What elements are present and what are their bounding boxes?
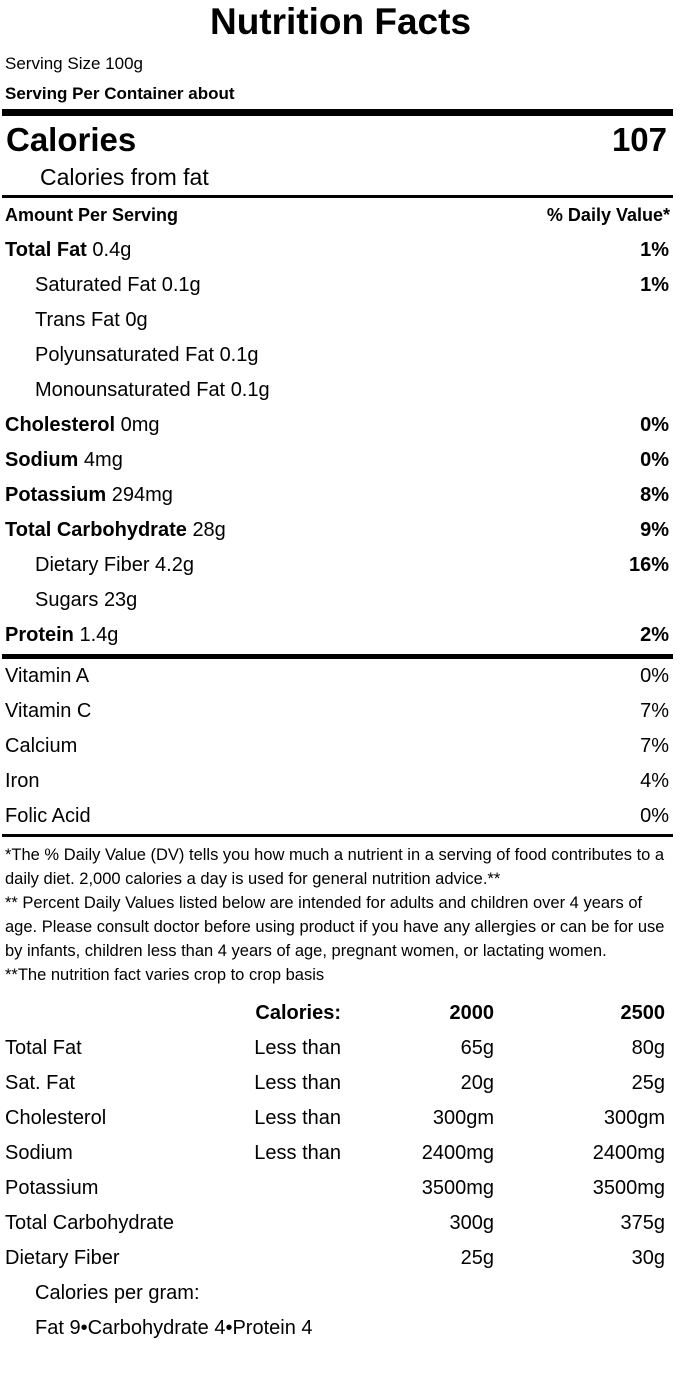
nutrient-name: Saturated Fat xyxy=(35,274,157,296)
nutrient-row xyxy=(0,303,681,338)
nutrient-row xyxy=(0,478,681,513)
vitamin-name: Iron xyxy=(5,770,40,792)
table-cell: 2400mg xyxy=(592,1142,665,1164)
nutrient-label xyxy=(35,589,137,612)
calories-per-gram-label: Calories per gram: xyxy=(35,1282,200,1304)
nutrient-amount: 23g xyxy=(103,589,138,611)
table-cell: 80g xyxy=(631,1037,665,1059)
nutrient-name: Protein xyxy=(5,624,74,646)
servings-per-container: Serving Per Container about xyxy=(5,84,235,103)
vitamin-row xyxy=(0,694,681,729)
daily-value-table xyxy=(0,996,676,1276)
table-header-cell xyxy=(0,996,237,1031)
nutrient-row xyxy=(0,513,681,548)
calories-label: Calories xyxy=(6,121,137,158)
footnote: ** Percent Daily Values listed below are intended for adults and children over 4 years of age. Please consult doctor before using product if you have any allergies or can be for use by infants, children less than 4 years of age, pregnant women, or lactating women. xyxy=(5,894,665,960)
vitamin-name: Vitamin A xyxy=(5,665,90,687)
table-header-row xyxy=(0,996,676,1031)
serving-size: Serving Size 100g xyxy=(5,54,143,73)
footnote: **The nutrition fact varies crop to crop basis xyxy=(5,966,325,984)
nutrient-label xyxy=(35,309,148,332)
table-cell: 300g xyxy=(449,1212,494,1234)
vitamin-row xyxy=(0,764,681,799)
table-row xyxy=(0,1101,676,1136)
nutrient-label xyxy=(5,239,131,262)
nutrient-amount: 0.1g xyxy=(161,274,201,296)
vitamin-row xyxy=(0,729,681,764)
vitamin-daily-value: 0% xyxy=(640,805,669,827)
nutrient-label xyxy=(35,554,194,577)
table-cell: 25g xyxy=(631,1072,665,1094)
nutrient-amount: 0.4g xyxy=(92,239,132,261)
nutrient-label xyxy=(5,484,173,507)
table-cell: 300gm xyxy=(432,1107,494,1129)
nutrient-name: Potassium xyxy=(5,484,107,506)
table-cell: Total Carbohydrate xyxy=(5,1212,174,1234)
vitamin-name: Vitamin C xyxy=(5,700,92,722)
table-cell: 65g xyxy=(460,1037,494,1059)
nutrient-row xyxy=(0,443,681,478)
label-title: Nutrition Facts xyxy=(209,1,472,42)
daily-value-header: % Daily Value* xyxy=(546,205,670,225)
nutrient-amount: 0.1g xyxy=(230,379,270,401)
table-cell: Less than xyxy=(254,1107,341,1129)
nutrient-row xyxy=(0,548,681,583)
table-cell: 30g xyxy=(631,1247,665,1269)
table-row xyxy=(0,1136,676,1171)
calories-row xyxy=(0,116,681,164)
nutrient-row xyxy=(0,373,681,408)
table-cell: 3500mg xyxy=(421,1177,494,1199)
table-cell: Total Fat xyxy=(5,1037,82,1059)
calories-per-gram: Fat 9•Carbohydrate 4•Protein 4 xyxy=(35,1317,313,1339)
vitamin-list xyxy=(0,659,681,834)
nutrient-label xyxy=(35,344,259,367)
nutrient-daily-value: 0% xyxy=(640,414,669,436)
vitamin-name: Calcium xyxy=(5,735,78,757)
nutrient-label xyxy=(5,519,226,542)
nutrient-row xyxy=(0,268,681,303)
nutrient-row xyxy=(0,583,681,618)
vitamin-daily-value: 7% xyxy=(640,700,669,722)
nutrient-amount: 0.1g xyxy=(219,344,259,366)
nutrient-name: Total Fat xyxy=(5,239,87,261)
table-cell: Less than xyxy=(254,1037,341,1059)
nutrient-daily-value: 0% xyxy=(640,449,669,471)
table-row xyxy=(0,1241,676,1276)
nutrient-name: Trans Fat xyxy=(35,309,120,331)
nutrient-amount: 4.2g xyxy=(155,554,194,576)
nutrient-amount: 4mg xyxy=(83,449,123,471)
table-header-cell: Calories: xyxy=(255,1002,341,1024)
vitamin-name: Folic Acid xyxy=(5,805,91,827)
nutrient-name: Monounsaturated Fat xyxy=(35,379,226,401)
nutrient-amount: 1.4g xyxy=(79,624,119,646)
nutrient-daily-value: 8% xyxy=(640,484,669,506)
nutrient-name: Sugars xyxy=(35,589,99,611)
table-cell: Cholesterol xyxy=(5,1107,107,1129)
calories-value: 107 xyxy=(611,121,667,158)
table-cell: 300gm xyxy=(603,1107,665,1129)
table-cell: 20g xyxy=(460,1072,494,1094)
vitamin-daily-value: 4% xyxy=(640,770,669,792)
table-cell: Sat. Fat xyxy=(5,1072,76,1094)
nutrient-daily-value: 2% xyxy=(640,624,669,646)
vitamin-daily-value: 0% xyxy=(640,665,669,687)
table-cell: Dietary Fiber xyxy=(5,1247,120,1269)
table-cell xyxy=(237,1171,341,1206)
table-cell: Sodium xyxy=(5,1142,73,1164)
table-cell: Potassium xyxy=(5,1177,99,1199)
table-row xyxy=(0,1171,676,1206)
nutrient-row xyxy=(0,408,681,443)
thick-divider xyxy=(2,109,673,116)
nutrient-row xyxy=(0,233,681,268)
nutrient-label xyxy=(5,414,160,437)
nutrient-name: Dietary Fiber xyxy=(35,554,150,576)
table-cell xyxy=(237,1206,341,1241)
nutrient-name: Cholesterol xyxy=(5,414,116,436)
nutrient-label xyxy=(35,274,201,297)
nutrient-amount: 0mg xyxy=(120,414,160,436)
nutrient-label xyxy=(5,449,123,472)
table-row xyxy=(0,1066,676,1101)
amount-per-serving: Amount Per Serving xyxy=(5,205,179,225)
nutrient-row xyxy=(0,618,681,653)
footnotes xyxy=(0,837,681,987)
nutrient-daily-value: 16% xyxy=(628,554,669,576)
nutrient-name: Total Carbohydrate xyxy=(5,519,187,541)
nutrient-daily-value: 1% xyxy=(640,274,669,296)
nutrient-name: Polyunsaturated Fat xyxy=(35,344,214,366)
vitamin-row xyxy=(0,799,681,834)
table-cell: 25g xyxy=(460,1247,494,1269)
nutrient-label xyxy=(5,624,118,647)
table-cell: Less than xyxy=(254,1142,341,1164)
table-header-cell: 2500 xyxy=(620,1002,665,1024)
table-row xyxy=(0,1206,676,1241)
table-cell: 3500mg xyxy=(592,1177,665,1199)
nutrient-name: Sodium xyxy=(5,449,79,471)
table-cell xyxy=(237,1241,341,1276)
amount-header xyxy=(0,198,681,233)
nutrient-daily-value: 1% xyxy=(640,239,669,261)
calories-from-fat: Calories from fat xyxy=(40,164,209,190)
nutrient-amount: 294mg xyxy=(111,484,173,506)
nutrient-amount: 0g xyxy=(125,309,148,331)
nutrient-label xyxy=(35,379,270,402)
nutrient-daily-value: 9% xyxy=(640,519,669,541)
footnote: *The % Daily Value (DV) tells you how much a nutrient in a serving of food contributes to a daily diet. 2,000 calories a day is used for general nutrition advice.** xyxy=(5,846,665,888)
vitamin-row xyxy=(0,659,681,694)
vitamin-daily-value: 7% xyxy=(640,735,669,757)
table-cell: Less than xyxy=(254,1072,341,1094)
table-header-cell: 2000 xyxy=(449,1002,494,1024)
nutrient-row xyxy=(0,338,681,373)
table-cell: 2400mg xyxy=(421,1142,494,1164)
table-row xyxy=(0,1031,676,1066)
nutrient-amount: 28g xyxy=(192,519,226,541)
table-cell: 375g xyxy=(620,1212,665,1234)
nutrient-list xyxy=(0,233,681,653)
